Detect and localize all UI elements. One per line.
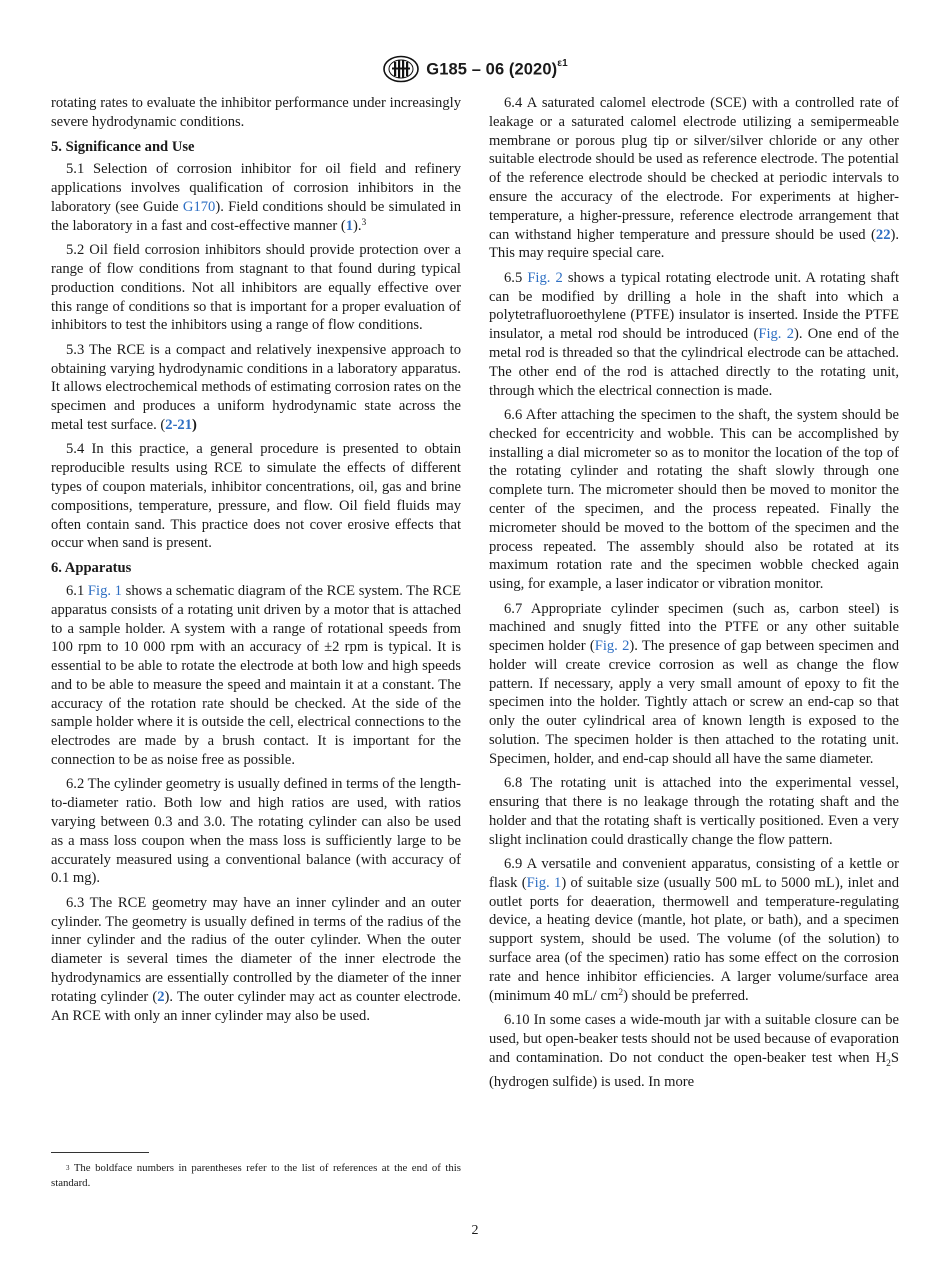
p6-10-text-b: S (hydrogen sulfide) is used. In more [489,1049,899,1091]
footnote-text: The boldface numbers in parentheses refer to the list of references at the end of this standard. [51,1162,461,1189]
section-5-title: 5. Significance and Use [51,138,195,155]
fig-1-link[interactable]: Fig. 1 [87,582,122,599]
p6-9-text-a: 6.9 A versatile and convenient apparatus, consisting of a kettle or flask ( [489,856,899,891]
cm-squared-superscript: 2 [618,987,624,998]
intro-continuation: rotating rates to evaluate the inhibitor performance under increasingly severe hydrodynamic conditions. [51,95,461,130]
ref-2-link[interactable]: 2 [157,988,165,1005]
p6-5-text-a: 6.5 [504,269,528,286]
ref-1-link[interactable]: 1 [345,217,354,234]
footnote-divider [51,1152,149,1153]
p6-7-text-b: ). The presence of gap between specimen and holder will create crevice corrosion as well as change the flow pattern. If necessary, apply a very small amount of epoxy to fit the specimen into the holder. Tightly attach or screw an end-cap so that only the outer cylindrical area of known length is exposed to the solution. The specimen holder is then attached to the rotating unit. Specimen, holder, and end-cap should all have the same diameter. [489,638,899,767]
p5-1-text-a: 5.1 Selection of corrosion inhibitor for oil field and refinery applications involves qualification of corrosion inhibitors in the laboratory (see Guide [51,161,461,215]
p6-1-text-a: 6.1 [66,582,88,599]
fig-2-link-second[interactable]: Fig. 2 [758,326,795,343]
p6-3-text-a: 6.3 The RCE geometry may have an inner cylinder and an outer cylinder. The geometry is usually defined in terms of the radius of the inner cylinder and the radius of the outer cylinder. When the outer diameter is several times the diameter of the inner electrode the hydrodynamics are essentially controlled by the diameter of the inner rotating cylinder ( [51,894,461,1005]
fig-1-link-second[interactable]: Fig. 1 [526,874,562,891]
p6-9-text-c: ) should be preferred. [623,987,749,1004]
ref-22-link[interactable]: 22 [875,226,891,243]
p6-10-text-a: 6.10 In some cases a wide-mouth jar with a suitable closure can be used, but open-beaker tests should not be used because of evaporation and contamination. Do not conduct the open-beaker test when H [489,1012,899,1066]
ref-2-21-link[interactable]: 2-21 [165,416,193,433]
designation-text: G185 – 06 (2020) [426,60,558,79]
paragraph-6-4 [489,94,899,263]
paragraph-6-7 [489,600,899,769]
p6-1-text-b: shows a schematic diagram of the RCE system. The RCE apparatus consists of a rotating unit driven by a motor that is attached to a sample holder. A system with a range of rotational speeds from 100 rpm to 10 000 rpm with an accuracy of ±2 rpm is typical. It is essential to be able to rotate the electrode at both low and high speeds and to be able to measure the speed and maintain it at a constant. The accuracy of the rotation rate should be checked. At the side of the sample holder where it is outside the cell, electrical connections to the electrodes are made by a brush contact. It is important for the connection to be as noise free as possible. [51,582,462,769]
fig-2-link-third[interactable]: Fig. 2 [594,638,630,655]
footnote-3-marker: 3 [361,217,367,228]
paragraph-5-2: 5.2 Oil field corrosion inhibitors should provide protection over a range of flow conditions from stagnant to that found during typical production conditions. Not all inhibitors are equally effective over this range of conditions so that is important for a proper evaluation of inhibitors to test the inhibitors using a range of flow conditions. [51,242,461,334]
p6-5-text-b: shows a typical rotating electrode unit. A rotating shaft can be modified by drilling a hole in the shaft into which a polytetrafluoroethylene (PTFE) insulator is inserted. Inside the PTFE insulator, a metal rod should be introduced ( [489,269,900,343]
paragraph-6-6: 6.6 After attaching the specimen to the shaft, the system should be checked for eccentricity and wobble. This can be accomplished by installing a dial micrometer so as to monitor the location of the top of the rotating cylinder and rotating the shaft slowly through one complete turn. The micrometer should then be moved to monitor the center of the specimen, and the process repeated. Finally the micrometer should be moved to the bottom of the specimen and the process repeated. The assembly should also be rotated at its maximum rotation rate and the specimen wobble checked again using, for example, a laser indicator or vibration monitor. [489,406,899,593]
footnote-marker: 3 [66,1164,70,1172]
g170-link[interactable]: G170 [182,198,216,215]
paragraph-6-3 [51,894,461,1026]
p5-1-text-c: ). [353,217,362,234]
h2s-subscript: 2 [886,1058,891,1069]
p6-4-text-a: 6.4 A saturated calomel electrode (SCE) with a controlled rate of leakage or a saturated calomel electrode utilizing a semipermeable membrane or porous plug tip or silver/silver chloride or any other suitable electrode should be used as reference electrode. The potential of the reference electrode should be checked at periodic intervals to ensure the accuracy of the electrode. For experiments at higher-temperature, a higher-pressure, reference electrode arrangement that can withstand higher temperature and pressure should be used ( [489,95,899,243]
astm-logo [382,55,420,83]
paragraph-6-5 [489,269,899,401]
p6-9-text-b: ) of suitable size (usually 500 mL to 5000 mL), inlet and outlet ports for deaeration, thermowell and temperature-regulating device, a heating device (mantle, hot plate, or bath), and a specimen support system, should be used. The volume (of the solution) to surface area (of the specimen) ratio has some effect on the corrosion rate and hence inhibitor efficiencies. A larger volume/surface area (minimum 40 mL/ cm [489,874,899,1004]
standard-designation [426,60,567,80]
paragraph-6-9 [489,855,899,1005]
paragraph-5-1 [51,160,461,235]
p6-3-text-b: ). The outer cylinder may act as counter electrode. An RCE with only an inner cylinder may also be used. [51,988,461,1024]
footnote-3 [51,1161,461,1190]
paragraph-6-10 [489,1011,899,1092]
p5-3-text-a: 5.3 The RCE is a compact and relatively inexpensive approach to obtaining varying hydrodynamic conditions in a laboratory apparatus. It allows electrochemical methods of estimating corrosion rates on the specimen and produces a uniform hydrodynamic state across the metal test surface. ( [51,341,461,433]
epsilon-superscript: ε1 [557,58,568,70]
section-6-title: 6. Apparatus [51,560,132,577]
paragraph-6-1 [51,582,461,770]
paragraph-6-8: 6.8 The rotating unit is attached into the experimental vessel, ensuring that there is no leakage through the rotating shaft and the holder and that the rotating shaft is vertically positioned. Even a very slight inclination could drastically change the flow pattern. [489,775,899,848]
p5-3-text-b: ) [192,416,197,433]
p6-5-text-c: ). One end of the metal rod is threaded so that the cylindrical electrode can be attached. The other end of the rod is attached directly to the rotating unit, through which the electrical connection is made. [489,326,899,399]
page-number: 2 [471,1223,479,1238]
page-header [0,54,950,84]
fig-2-link[interactable]: Fig. 2 [527,269,563,286]
left-column [51,94,461,1031]
right-column [489,94,899,1098]
paragraph-5-3 [51,341,461,435]
p6-7-text-a: 6.7 Appropriate cylinder specimen (such as, carbon steel) is machined and snugly fitted into the PTFE or any other suitable specimen holder ( [489,600,899,655]
paragraph-5-4: 5.4 In this practice, a general procedure is presented to obtain reproducible results using RCE to simulate the effects of different types of coupon materials, inhibitor concentrations, oil, gas and brine compositions, temperature, pressure, and flow. Oil field fluids may often contain sand. This practice does not cover erosive effects that occur when sand is present. [51,441,461,552]
p6-4-text-b: ). This may require special care. [489,226,899,262]
paragraph-6-2: 6.2 The cylinder geometry is usually defined in terms of the length-to-diameter ratio. Both low and high ratios are used, with ratios varying between 0.3 and 3.0. The rotating cylinder can also be used as a mass loss coupon when the mass loss is sufficiently large to be accurately measured using a conventional balance (with accuracy of 0.1 mg). [51,776,461,887]
p5-1-text-b: ). Field conditions should be simulated in the laboratory in a fast and cost-effective manner ( [51,198,461,234]
